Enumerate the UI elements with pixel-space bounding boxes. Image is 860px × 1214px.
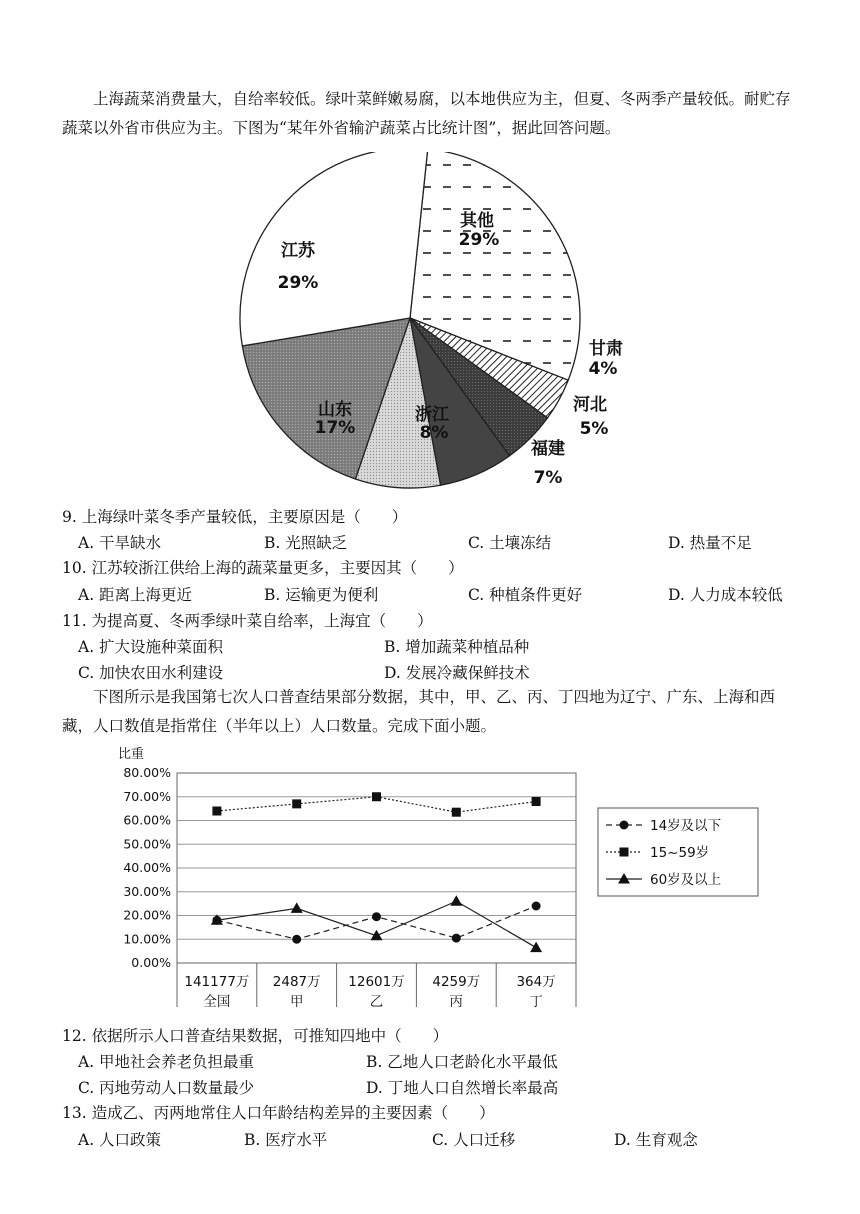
data-point: [292, 935, 301, 944]
pie-label-name: 河北: [573, 395, 607, 415]
y-tick-label: 30.00%: [123, 883, 171, 899]
question-13-option-a: A. 人口政策: [78, 1131, 162, 1149]
pie-label-name: 浙江: [415, 405, 449, 425]
question-13-option-c: C. 人口迁移: [432, 1131, 516, 1149]
data-point: [532, 797, 541, 806]
y-axis-label: 比重: [118, 747, 145, 762]
question-10-option-d: D. 人力成本较低: [668, 586, 783, 604]
y-tick-label: 40.00%: [123, 860, 171, 875]
data-point: [620, 848, 629, 857]
question-12-option-c: C. 丙地劳动人口数量最少: [78, 1079, 255, 1097]
data-point: [532, 902, 541, 911]
pie-label-value: 17%: [314, 418, 356, 438]
data-point: [452, 934, 461, 943]
question-13-option-d: D. 生育观念: [614, 1131, 698, 1149]
category-name: 全国: [203, 994, 231, 1010]
pie-label-value: 8%: [419, 423, 449, 443]
data-point: [372, 912, 381, 921]
y-tick-label: 0.00%: [131, 955, 171, 970]
data-point: [620, 821, 629, 830]
question-12-option-d: D. 丁地人口自然增长率最高: [366, 1079, 559, 1097]
data-point: [212, 807, 221, 816]
question-9-option-c: C. 土壤冻结: [468, 534, 552, 552]
question-9-option-d: D. 热量不足: [668, 534, 752, 552]
data-point: [292, 799, 301, 808]
pie-chart: [0, 152, 860, 492]
question-10-option-a: A. 距离上海更近: [78, 586, 193, 604]
pie-label-name: 甘肃: [589, 339, 623, 359]
pie-label-name: 其他: [460, 211, 494, 231]
question-9-option-a: A. 干旱缺水: [78, 534, 162, 552]
category-population: 141177万: [184, 974, 250, 990]
question-9-option-b: B. 光照缺乏: [264, 534, 348, 552]
legend-label: 15~59岁: [650, 845, 710, 861]
pie-label-name: 山东: [318, 400, 352, 420]
series-line: [217, 901, 536, 947]
data-point: [530, 942, 542, 953]
y-tick-label: 10.00%: [123, 931, 171, 947]
question-11-stem: 11. 为提高夏、冬两季绿叶菜自给率，上海宜（ ）: [62, 612, 433, 630]
question-11-option-b: B. 增加蔬菜种植品种: [384, 638, 530, 656]
pie-label-value: 5%: [579, 419, 609, 439]
data-point: [291, 902, 303, 913]
data-point: [371, 930, 383, 941]
y-tick-label: 80.00%: [123, 765, 171, 780]
question-10-stem: 10. 江苏较浙江供给上海的蔬菜量更多，主要因其（ ）: [62, 559, 464, 577]
question-12-option-a: A. 甲地社会养老负担最重: [78, 1053, 255, 1071]
question-12-option-b: B. 乙地人口老龄化水平最低: [366, 1053, 558, 1071]
category-name: 丙: [449, 994, 464, 1010]
y-tick-label: 70.00%: [123, 788, 171, 804]
question-13-stem: 13. 造成乙、丙两地常住人口年龄结构差异的主要因素（ ）: [62, 1104, 495, 1122]
question-10-option-c: C. 种植条件更好: [468, 586, 583, 604]
pie-label-value: 29%: [277, 273, 319, 293]
intro-paragraph-1: 上海蔬菜消费量大，自给率较低。绿叶菜鲜嫩易腐，以本地供应为主，但夏、冬两季产量较低。耐贮存蔬菜以外省市供应为主。下图为“某年外省输沪蔬菜占比统计图”，据此回答问题。: [62, 90, 791, 137]
question-12-stem: 12. 依据所示人口普查结果数据，可推知四地中（ ）: [62, 1027, 449, 1045]
legend-label: 60岁及以上: [650, 872, 722, 888]
data-point: [452, 808, 461, 817]
y-tick-label: 50.00%: [123, 836, 171, 852]
pie-slice-6: [240, 152, 428, 346]
category-population: 12601万: [348, 974, 405, 990]
category-population: 4259万: [432, 974, 481, 990]
question-11-option-c: C. 加快农田水利建设: [78, 664, 224, 682]
population-line-chart: [0, 740, 860, 1020]
intro-paragraph-2: 下图所示是我国第七次人口普查结果部分数据，其中，甲、乙、丙、丁四地为辽宁、广东、上海和西藏，人口数值是指常住（半年以上）人口数量。完成下面小题。: [62, 688, 776, 735]
category-population: 2487万: [272, 974, 321, 990]
data-point: [450, 895, 462, 906]
data-point: [372, 792, 381, 801]
y-tick-label: 60.00%: [123, 812, 171, 828]
y-tick-label: 20.00%: [123, 907, 171, 923]
category-name: 乙: [369, 994, 384, 1010]
pie-label-value: 7%: [533, 468, 563, 488]
question-9-stem: 9. 上海绿叶菜冬季产量较低，主要原因是（ ）: [62, 508, 408, 526]
category-population: 364万: [516, 974, 556, 990]
question-13-option-b: B. 医疗水平: [244, 1131, 328, 1149]
pie-label-name: 江苏: [281, 241, 315, 261]
pie-label-name: 福建: [531, 439, 565, 459]
category-name: 丁: [529, 994, 543, 1010]
pie-label-value: 29%: [458, 230, 500, 250]
pie-label-value: 4%: [588, 359, 618, 379]
legend-label: 14岁及以下: [650, 818, 722, 834]
category-name: 甲: [289, 994, 304, 1010]
question-11-option-a: A. 扩大设施种菜面积: [78, 638, 224, 656]
question-11-option-d: D. 发展冷藏保鲜技术: [384, 664, 530, 682]
question-10-option-b: B. 运输更为便利: [264, 586, 379, 604]
